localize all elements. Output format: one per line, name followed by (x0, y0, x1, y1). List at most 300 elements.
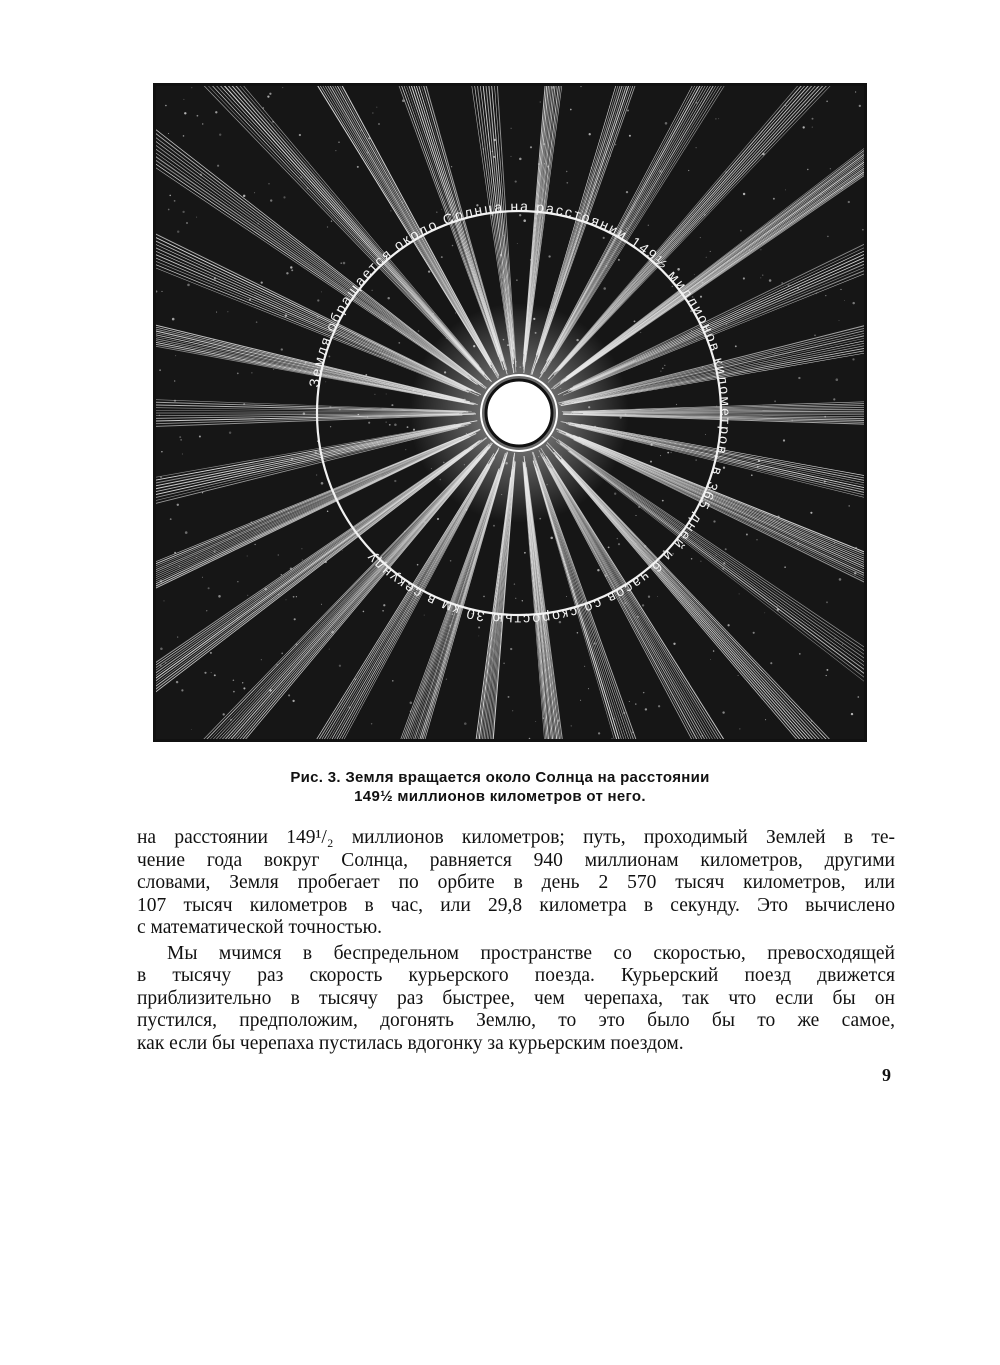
sun (486, 380, 552, 446)
grain-speck (798, 470, 799, 471)
grain-speck (702, 735, 703, 736)
grain-speck (634, 320, 636, 322)
grain-speck (751, 474, 753, 476)
grain-speck (725, 548, 727, 550)
grain-speck (716, 555, 717, 556)
grain-speck (784, 566, 786, 568)
grain-speck (777, 608, 780, 611)
grain-speck (774, 353, 775, 354)
grain-speck (186, 222, 188, 224)
grain-speck (261, 687, 262, 688)
grain-speck (777, 516, 779, 518)
grain-speck (418, 330, 420, 332)
grain-speck (696, 147, 697, 148)
grain-speck (170, 518, 172, 520)
grain-speck (812, 118, 814, 120)
grain-speck (797, 543, 799, 545)
text-line: на расстоянии 149¹/₂ миллионов километров; путь, проходимый Землей в те- (137, 827, 895, 848)
grain-speck (603, 237, 605, 239)
grain-speck (514, 583, 515, 584)
grain-speck (321, 604, 322, 605)
grain-speck (652, 410, 653, 411)
grain-speck (842, 644, 843, 645)
grain-speck (227, 311, 228, 312)
grain-speck (174, 400, 176, 402)
text-line: словами, Земля пробегает по орбите в день 2 570 тысяч километров, или (137, 872, 895, 893)
grain-speck (660, 371, 661, 372)
grain-speck (838, 320, 839, 321)
grain-speck (826, 669, 828, 671)
grain-speck (446, 679, 447, 680)
grain-speck (217, 165, 219, 167)
grain-speck (478, 635, 479, 636)
grain-speck (392, 680, 393, 681)
grain-speck (407, 426, 409, 428)
grain-speck (372, 112, 373, 113)
grain-speck (282, 87, 283, 88)
grain-speck (615, 144, 617, 146)
grain-speck (515, 598, 516, 599)
grain-speck (290, 266, 292, 268)
grain-speck (833, 398, 835, 400)
grain-speck (696, 339, 697, 340)
grain-speck (429, 130, 430, 131)
grain-speck (852, 358, 854, 360)
grain-speck (743, 193, 745, 195)
grain-speck (820, 534, 821, 535)
grain-speck (493, 139, 495, 141)
grain-speck (455, 313, 456, 314)
grain-speck (543, 642, 544, 643)
grain-speck (214, 277, 216, 279)
grain-speck (597, 569, 599, 571)
grain-speck (277, 664, 278, 665)
grain-speck (841, 187, 843, 189)
sun-rays-engraving (156, 86, 864, 739)
grain-speck (696, 460, 697, 461)
grain-speck (848, 505, 850, 507)
grain-speck (402, 201, 404, 203)
grain-speck (314, 451, 316, 453)
grain-speck (746, 534, 748, 536)
grain-speck (814, 335, 816, 337)
grain-speck (183, 99, 184, 100)
grain-speck (855, 91, 856, 92)
grain-speck (261, 281, 263, 283)
grain-speck (629, 701, 630, 702)
grain-speck (251, 521, 252, 522)
grain-speck (598, 732, 600, 734)
grain-speck (503, 235, 504, 236)
grain-speck (247, 555, 248, 556)
grain-speck (321, 482, 324, 485)
grain-speck (839, 578, 842, 581)
grain-speck (464, 722, 467, 725)
grain-speck (702, 366, 704, 368)
grain-speck (237, 581, 238, 582)
grain-speck (242, 682, 243, 683)
grain-speck (404, 531, 405, 532)
grain-speck (532, 580, 534, 582)
grain-speck (543, 717, 545, 719)
grain-speck (358, 414, 360, 416)
grain-speck (301, 548, 302, 549)
grain-speck (160, 665, 162, 667)
grain-speck (762, 275, 763, 276)
grain-speck (640, 332, 641, 333)
grain-speck (243, 687, 245, 689)
grain-speck (548, 255, 550, 257)
grain-speck (410, 711, 411, 712)
grain-speck (296, 596, 297, 597)
grain-speck (760, 277, 761, 278)
grain-speck (623, 712, 625, 714)
grain-speck (378, 123, 380, 125)
grain-speck (269, 689, 272, 692)
grain-speck (191, 87, 192, 88)
grain-speck (262, 107, 264, 109)
grain-speck (691, 330, 692, 331)
grain-speck (519, 214, 521, 216)
grain-speck (665, 122, 668, 125)
text-line: чение года вокруг Солнца, равняется 940 миллионам километров, другими (137, 849, 895, 871)
grain-speck (286, 599, 287, 600)
grain-speck (316, 474, 317, 475)
grain-speck (840, 289, 841, 290)
grain-speck (594, 642, 596, 644)
grain-speck (704, 214, 705, 215)
grain-speck (614, 493, 616, 495)
grain-speck (303, 412, 306, 415)
grain-speck (233, 691, 235, 693)
grain-speck (825, 295, 826, 296)
grain-speck (650, 461, 652, 463)
grain-speck (281, 348, 283, 350)
grain-speck (511, 128, 512, 129)
grain-speck (199, 435, 201, 437)
grain-speck (181, 689, 183, 691)
grain-speck (810, 512, 812, 514)
grain-speck (357, 166, 359, 168)
grain-speck (812, 127, 813, 128)
grain-speck (292, 700, 294, 702)
grain-speck (785, 189, 786, 190)
grain-speck (851, 713, 853, 715)
grain-speck (257, 223, 259, 225)
grain-speck (365, 374, 367, 376)
grain-speck (341, 262, 342, 263)
grain-speck (530, 259, 532, 261)
grain-speck (673, 643, 675, 645)
grain-speck (376, 107, 377, 108)
grain-speck (857, 696, 859, 698)
grain-speck (632, 732, 634, 734)
grain-speck (394, 480, 396, 482)
grain-speck (281, 574, 282, 575)
grain-speck (176, 681, 178, 683)
grain-speck (451, 166, 452, 167)
grain-speck (824, 480, 826, 482)
grain-speck (516, 279, 518, 281)
grain-speck (182, 211, 184, 213)
grain-speck (543, 143, 545, 145)
grain-speck (781, 282, 783, 284)
grain-speck (610, 156, 611, 157)
grain-speck (317, 316, 319, 318)
grain-speck (566, 182, 568, 184)
grain-speck (159, 415, 160, 416)
grain-speck (213, 340, 214, 341)
grain-speck (522, 600, 523, 601)
grain-speck (229, 431, 231, 433)
grain-speck (635, 515, 636, 516)
grain-speck (702, 282, 704, 284)
grain-speck (776, 606, 777, 607)
grain-speck (805, 104, 806, 105)
grain-speck (700, 561, 701, 562)
grain-speck (658, 705, 660, 707)
grain-speck (367, 151, 369, 153)
grain-speck (299, 134, 301, 136)
grain-speck (386, 422, 387, 423)
page-number: 9 (882, 1065, 891, 1085)
grain-speck (757, 466, 759, 468)
grain-speck (249, 299, 251, 301)
grain-speck (659, 170, 662, 173)
grain-speck (827, 236, 829, 238)
grain-speck (580, 700, 581, 701)
grain-speck (391, 404, 393, 406)
grain-speck (165, 105, 167, 107)
grain-speck (774, 400, 776, 402)
grain-speck (168, 133, 169, 134)
grain-speck (743, 277, 745, 279)
grain-speck (163, 600, 164, 601)
grain-speck (243, 403, 245, 405)
grain-speck (243, 195, 245, 197)
grain-speck (214, 674, 216, 676)
grain-speck (603, 287, 606, 290)
grain-speck (785, 105, 786, 106)
grain-speck (428, 270, 430, 272)
grain-speck (667, 452, 669, 454)
grain-speck (740, 230, 742, 232)
grain-speck (713, 650, 715, 652)
grain-speck (478, 627, 480, 629)
grain-speck (211, 672, 212, 673)
grain-speck (174, 552, 176, 554)
grain-speck (547, 166, 549, 168)
body-text (137, 827, 895, 1055)
grain-speck (330, 426, 331, 427)
grain-speck (753, 632, 755, 634)
grain-speck (307, 188, 308, 189)
grain-speck (739, 728, 740, 729)
grain-speck (160, 476, 162, 478)
grain-speck (339, 665, 341, 667)
grain-speck (278, 554, 279, 555)
grain-speck (269, 93, 271, 95)
grain-speck (325, 381, 326, 382)
grain-speck (261, 659, 262, 660)
grain-speck (175, 355, 176, 356)
grain-speck (329, 406, 331, 408)
grain-speck (530, 146, 532, 148)
grain-speck (159, 369, 161, 371)
grain-speck (278, 594, 279, 595)
grain-speck (208, 587, 210, 589)
grain-speck (296, 643, 298, 645)
text-line: с математической точностью. (137, 917, 383, 938)
grain-speck (799, 653, 801, 655)
grain-speck (390, 210, 391, 211)
grain-speck (368, 137, 370, 139)
grain-speck (629, 135, 631, 137)
grain-speck (855, 547, 857, 549)
grain-speck (502, 277, 503, 278)
grain-speck (437, 518, 439, 520)
grain-speck (291, 458, 293, 460)
grain-speck (177, 504, 179, 506)
grain-speck (355, 679, 356, 680)
grain-speck (571, 725, 572, 726)
grain-speck (321, 291, 322, 292)
grain-speck (589, 133, 591, 135)
grain-speck (715, 118, 716, 119)
grain-speck (688, 170, 689, 171)
grain-speck (386, 393, 387, 394)
grain-speck (402, 99, 405, 102)
grain-speck (710, 659, 711, 660)
grain-speck (161, 451, 162, 452)
grain-speck (331, 631, 334, 634)
grain-speck (202, 123, 203, 124)
grain-speck (185, 531, 188, 534)
grain-speck (206, 610, 207, 611)
grain-speck (424, 615, 425, 616)
grain-speck (237, 373, 239, 375)
grain-speck (519, 158, 522, 161)
caption-line-2: 149½ миллионов километров от него. (354, 788, 646, 805)
grain-speck (626, 191, 628, 193)
grain-speck (424, 521, 426, 523)
grain-speck (327, 226, 328, 227)
grain-speck (405, 449, 406, 450)
grain-speck (816, 292, 818, 294)
grain-speck (534, 225, 536, 227)
grain-speck (826, 601, 828, 603)
grain-speck (382, 610, 384, 612)
grain-speck (642, 604, 644, 606)
grain-speck (398, 342, 400, 344)
grain-speck (273, 369, 274, 370)
grain-speck (160, 648, 163, 651)
sun-orbit-illustration (153, 83, 867, 742)
grain-speck (826, 675, 827, 676)
grain-speck (300, 176, 302, 178)
grain-speck (247, 595, 248, 596)
grain-speck (550, 537, 553, 540)
grain-speck (797, 287, 799, 289)
grain-speck (179, 436, 181, 438)
grain-speck (483, 596, 485, 598)
grain-speck (657, 596, 658, 597)
grain-speck (371, 723, 372, 724)
grain-speck (182, 453, 183, 454)
grain-speck (584, 666, 585, 667)
paragraph-1 (137, 827, 895, 940)
grain-speck (523, 219, 526, 222)
grain-speck (387, 297, 389, 299)
grain-speck (510, 648, 512, 650)
grain-speck (251, 372, 252, 373)
grain-speck (338, 141, 339, 142)
grain-speck (389, 322, 391, 324)
grain-speck (591, 167, 592, 168)
grain-speck (614, 718, 615, 719)
grain-speck (172, 318, 175, 321)
grain-speck (570, 109, 572, 111)
grain-speck (716, 406, 717, 407)
grain-speck (394, 423, 397, 426)
grain-speck (215, 111, 217, 113)
grain-speck (722, 711, 724, 713)
grain-speck (725, 171, 726, 172)
grain-speck (836, 378, 839, 381)
grain-speck (202, 577, 203, 578)
grain-speck (436, 211, 438, 213)
grain-speck (617, 538, 618, 539)
grain-speck (508, 696, 510, 698)
grain-speck (694, 274, 695, 275)
grain-speck (286, 272, 288, 274)
grain-speck (449, 625, 451, 627)
grain-speck (705, 434, 706, 435)
grain-speck (554, 292, 556, 294)
grain-speck (834, 542, 835, 543)
grain-speck (267, 95, 269, 97)
grain-speck (283, 196, 285, 198)
grain-speck (500, 254, 502, 256)
grain-speck (328, 355, 330, 357)
grain-speck (758, 460, 760, 462)
grain-speck (670, 452, 671, 453)
grain-speck (392, 179, 393, 180)
grain-speck (325, 561, 327, 563)
grain-speck (341, 699, 342, 700)
grain-speck (676, 404, 677, 405)
grain-speck (367, 416, 368, 417)
grain-speck (383, 604, 385, 606)
grain-speck (533, 270, 534, 271)
grain-speck (635, 543, 636, 544)
grain-speck (511, 156, 512, 157)
grain-speck (441, 209, 442, 210)
grain-speck (788, 284, 790, 286)
grain-speck (756, 539, 757, 540)
grain-speck (410, 334, 411, 335)
grain-speck (773, 198, 775, 200)
grain-speck (223, 713, 225, 715)
grain-speck (852, 302, 854, 304)
grain-speck (739, 593, 740, 594)
grain-speck (524, 552, 526, 554)
grain-speck (361, 130, 362, 131)
figure-caption (180, 768, 820, 806)
grain-speck (577, 632, 579, 634)
grain-speck (512, 710, 513, 711)
grain-speck (648, 596, 650, 598)
